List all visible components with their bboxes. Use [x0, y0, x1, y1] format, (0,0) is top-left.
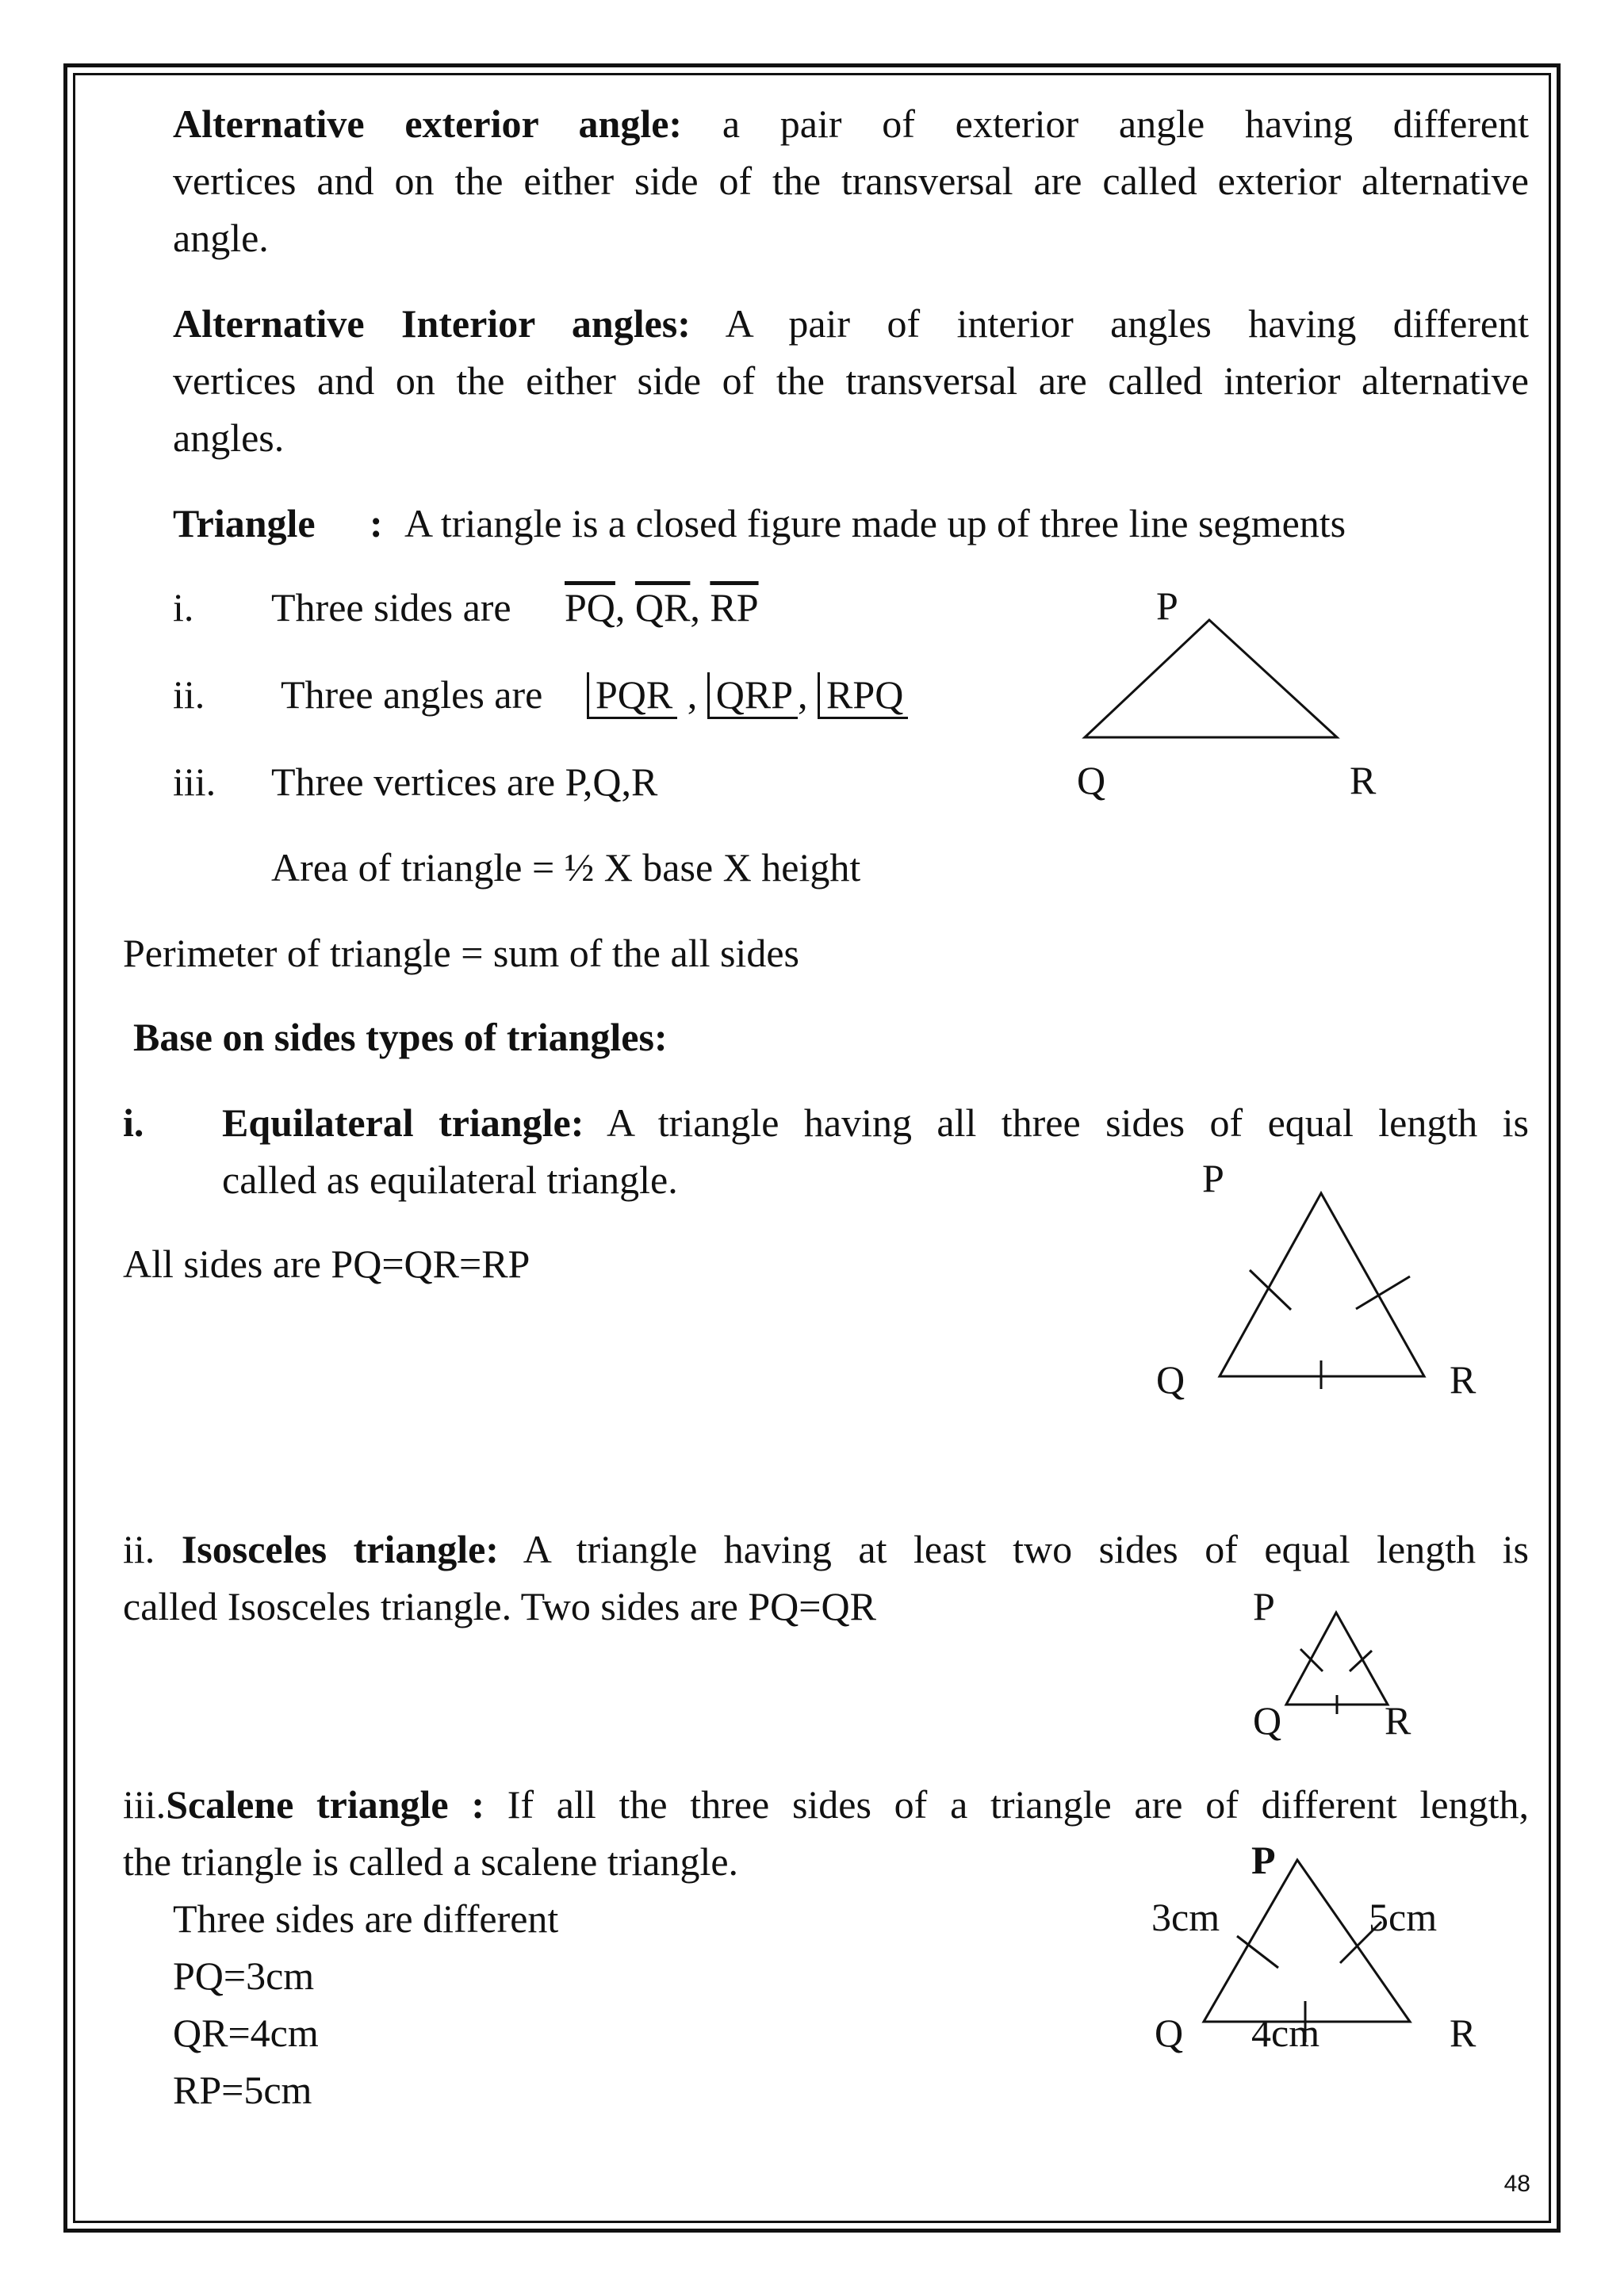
- alt-interior-line-2: vertices and on the either side of the transversal are called interior alternative: [173, 358, 1529, 403]
- page-number: 48: [1503, 2171, 1530, 2197]
- fig3-label-r: R: [1385, 1698, 1411, 1743]
- alt-interior-line-3: angles.: [173, 415, 285, 460]
- fig2-triangle: [1220, 1193, 1424, 1376]
- isosceles-term: Isosceles triangle:: [181, 1527, 499, 1571]
- alt-exterior-line-3: angle.: [173, 216, 269, 260]
- angle-rpq: RPQ: [818, 672, 908, 719]
- scalene-line-2: the triangle is called a scalene triangle.: [123, 1839, 739, 1884]
- triangle-colon: :: [370, 501, 383, 545]
- fig4-label-q: Q: [1155, 2011, 1184, 2055]
- scalene-line-3: Three sides are different: [173, 1896, 559, 1941]
- alt-exterior-term: Alternative exterior angle:: [173, 101, 683, 146]
- scalene-num: iii.: [123, 1782, 167, 1827]
- triangle-item-1-num: i.: [173, 585, 194, 629]
- equilateral-term: Equilateral triangle:: [222, 1100, 584, 1145]
- fig4-tick-pr: [1340, 1922, 1381, 1963]
- fig4-label-qr: 4cm: [1251, 2011, 1320, 2055]
- fig3-tick-pq: [1300, 1649, 1323, 1671]
- fig4-label-pq: 3cm: [1151, 1895, 1220, 1939]
- side-pq: $\overline{PQ}$: [565, 585, 615, 629]
- alt-exterior-text-1: a pair of exterior angle having different: [722, 101, 1530, 146]
- triangle-item-3-text: Three vertices are P,Q,R: [271, 760, 658, 804]
- triangle-perimeter: Perimeter of triangle = sum of the all sides: [123, 931, 799, 975]
- side-rp: $\overline{RP}$: [710, 585, 759, 629]
- triangle-definition: A triangle is a closed figure made up of three line segments: [404, 501, 1346, 545]
- fig4-label-p: P: [1251, 1838, 1276, 1882]
- fig4-label-pr: 5cm: [1369, 1895, 1438, 1939]
- fig1-label-r: R: [1350, 758, 1377, 802]
- fig2-label-r: R: [1450, 1357, 1477, 1402]
- fig1-label-p: P: [1156, 584, 1178, 628]
- alt-exterior-line-2: vertices and on the either side of the transversal are called exterior alternative: [173, 159, 1529, 203]
- equilateral-text-1: A triangle having all three sides of equal length is: [607, 1100, 1529, 1145]
- fig1-label-q: Q: [1077, 758, 1106, 802]
- scalene-qr: QR=4cm: [173, 2011, 319, 2055]
- fig2-tick-pq: [1250, 1270, 1291, 1310]
- scalene-term: Scalene triangle :: [166, 1782, 485, 1827]
- triangle-area: Area of triangle = ½ X base X height: [271, 845, 861, 890]
- triangle-item-3-num: iii.: [173, 760, 216, 804]
- triangle-sides-list: $\overline{PQ}$, $\overline{QR}$, $\overline{RP}$: [565, 585, 759, 629]
- equilateral-line-2: called as equilateral triangle.: [222, 1158, 678, 1202]
- fig2-label-q: Q: [1156, 1357, 1185, 1402]
- triangle-item-2-text: Three angles are: [281, 672, 543, 717]
- fig1-triangle: [1085, 620, 1337, 737]
- equilateral-sides: All sides are PQ=QR=RP: [123, 1242, 530, 1286]
- equilateral-num: i.: [123, 1100, 144, 1145]
- scalene-text-1: If all the three sides of a triangle are of different length,: [507, 1782, 1529, 1827]
- sides-heading: Base on sides types of triangles:: [133, 1015, 668, 1059]
- triangle-angles-list: PQR , QRP , RPQ: [587, 666, 908, 723]
- side-qr: $\overline{QR}$: [634, 585, 691, 629]
- triangle-item-2-num: ii.: [173, 672, 205, 717]
- fig3-triangle: [1286, 1613, 1388, 1705]
- fig3-label-q: Q: [1253, 1698, 1282, 1743]
- triangle-item-1-text: Three sides are: [271, 585, 511, 629]
- fig4-label-r: R: [1450, 2011, 1477, 2055]
- isosceles-text-1: A triangle having at least two sides of equal length is: [523, 1527, 1530, 1571]
- fig3-label-p: P: [1253, 1584, 1275, 1628]
- alt-interior-term: Alternative Interior angles:: [173, 301, 691, 346]
- scalene-rp: RP=5cm: [173, 2068, 312, 2112]
- fig2-label-p: P: [1202, 1156, 1224, 1200]
- angle-pqr: PQR: [587, 672, 677, 719]
- scalene-pq: PQ=3cm: [173, 1954, 315, 1998]
- angle-qrp: QRP: [707, 672, 798, 719]
- isosceles-line-2: called Isosceles triangle. Two sides are PQ=QR: [123, 1584, 876, 1628]
- fig4-triangle: [1204, 1860, 1410, 2022]
- isosceles-num: ii.: [123, 1527, 155, 1571]
- alt-interior-text-1: A pair of interior angles having different: [725, 301, 1530, 346]
- triangle-term: Triangle: [173, 501, 316, 545]
